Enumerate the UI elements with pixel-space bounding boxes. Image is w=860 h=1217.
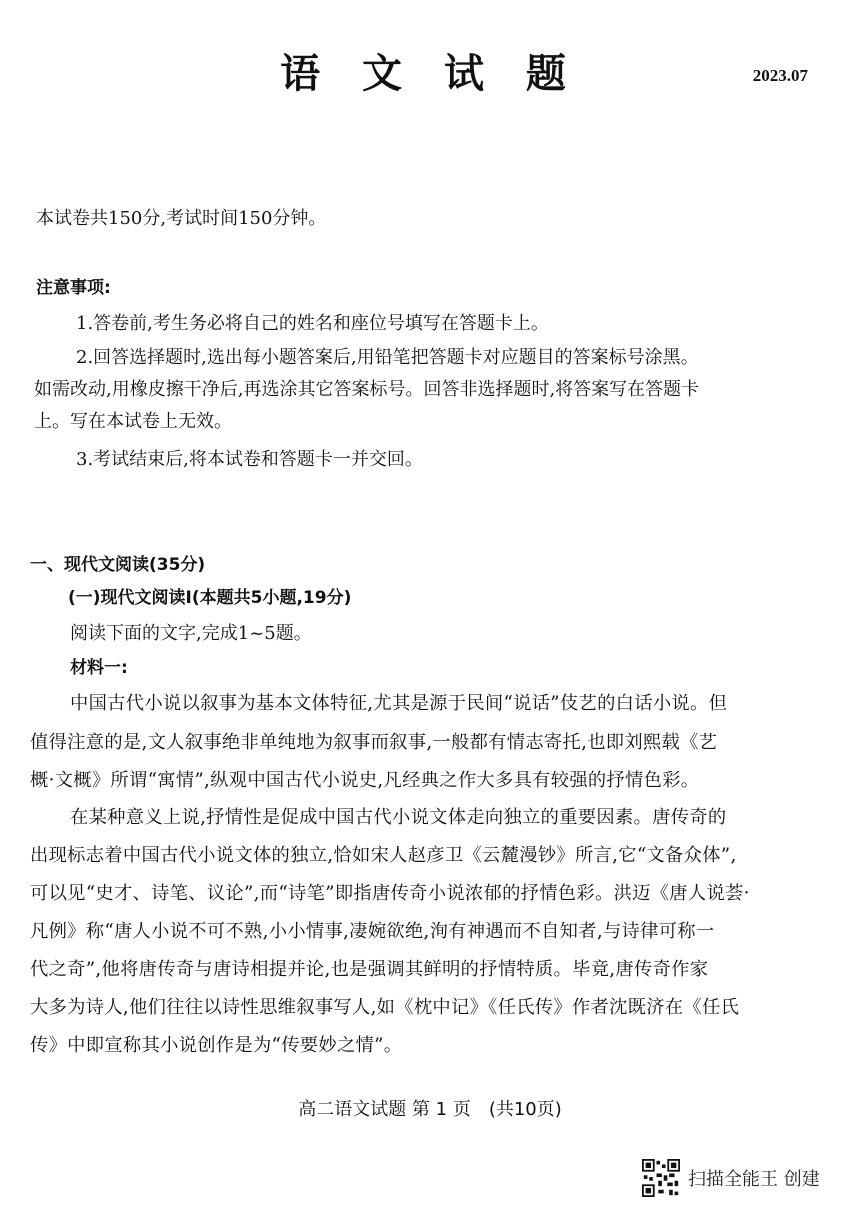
- paragraph-line: 大多为诗人,他们往往以诗性思维叙事写人,如《枕中记》《任氏传》作者沈既济在《任氏: [30, 997, 740, 1018]
- qr-code-icon: [642, 1159, 680, 1197]
- notice-line: 1.答卷前,考生务必将自己的姓名和座位号填写在答题卡上。: [76, 313, 549, 334]
- notice-line: 3.考试结束后,将本试卷和答题卡一并交回。: [76, 449, 423, 470]
- section-subheading: (一)现代文阅读I(本题共5小题,19分): [68, 588, 352, 608]
- notice-line: 如需改动,用橡皮擦干净后,再选涂其它答案标号。回答非选择题时,将答案写在答题卡: [34, 379, 700, 400]
- paragraph-line: 出现标志着中国古代小说文体的独立,恰如宋人赵彦卫《云麓漫钞》所言,它“文备众体”,: [30, 845, 737, 866]
- paragraph-line: 可以见“史才、诗笔、议论”,而“诗笔”即指唐传奇小说浓郁的抒情色彩。洪迈《唐人说荟·: [30, 883, 750, 904]
- paragraph-line: 值得注意的是,文人叙事绝非单纯地为叙事而叙事,一般都有情志寄托,也即刘熙载《艺: [30, 732, 718, 753]
- material-label: 材料一:: [70, 658, 128, 678]
- page-footer: 高二语文试题 第 1 页 (共10页): [298, 1099, 562, 1120]
- exam-date: 2023.07: [752, 66, 808, 85]
- paragraph-line: 概·文概》所谓“寓情”,纵观中国古代小说史,凡经典之作大多具有较强的抒情色彩。: [30, 770, 700, 791]
- paragraph-line: 在某种意义上说,抒情性是促成中国古代小说文体走向独立的重要因素。唐传奇的: [70, 807, 727, 828]
- notice-line: 2.回答选择题时,选出每小题答案后,用铅笔把答题卡对应题目的答案标号涂黑。: [76, 347, 699, 368]
- section-heading: 一、现代文阅读(35分): [30, 555, 206, 575]
- notice-heading: 注意事项:: [36, 278, 111, 298]
- paragraph-line: 代之奇”,他将唐传奇与唐诗相提并论,也是强调其鲜明的抒情特质。毕竟,唐传奇作家: [30, 959, 709, 980]
- intro-text: 本试卷共150分,考试时间150分钟。: [36, 208, 327, 229]
- notice-line: 上。写在本试卷上无效。: [34, 411, 232, 432]
- paragraph-line: 中国古代小说以叙事为基本文体特征,尤其是源于民间“说话”伎艺的白话小说。但: [70, 693, 728, 714]
- paragraph-line: 传》中即宣称其小说创作是为“传要妙之情”。: [30, 1035, 403, 1056]
- paragraph-line: 凡例》称“唐人小说不可不熟,小小情事,凄婉欲绝,洵有神遇而不自知者,与诗律可称一: [30, 921, 715, 942]
- watermark-text: 扫描全能王 创建: [688, 1169, 820, 1190]
- page-title: 语 文 试 题: [280, 51, 580, 97]
- reading-instruction: 阅读下面的文字,完成1~5题。: [70, 623, 312, 644]
- scanner-watermark: [642, 1158, 820, 1198]
